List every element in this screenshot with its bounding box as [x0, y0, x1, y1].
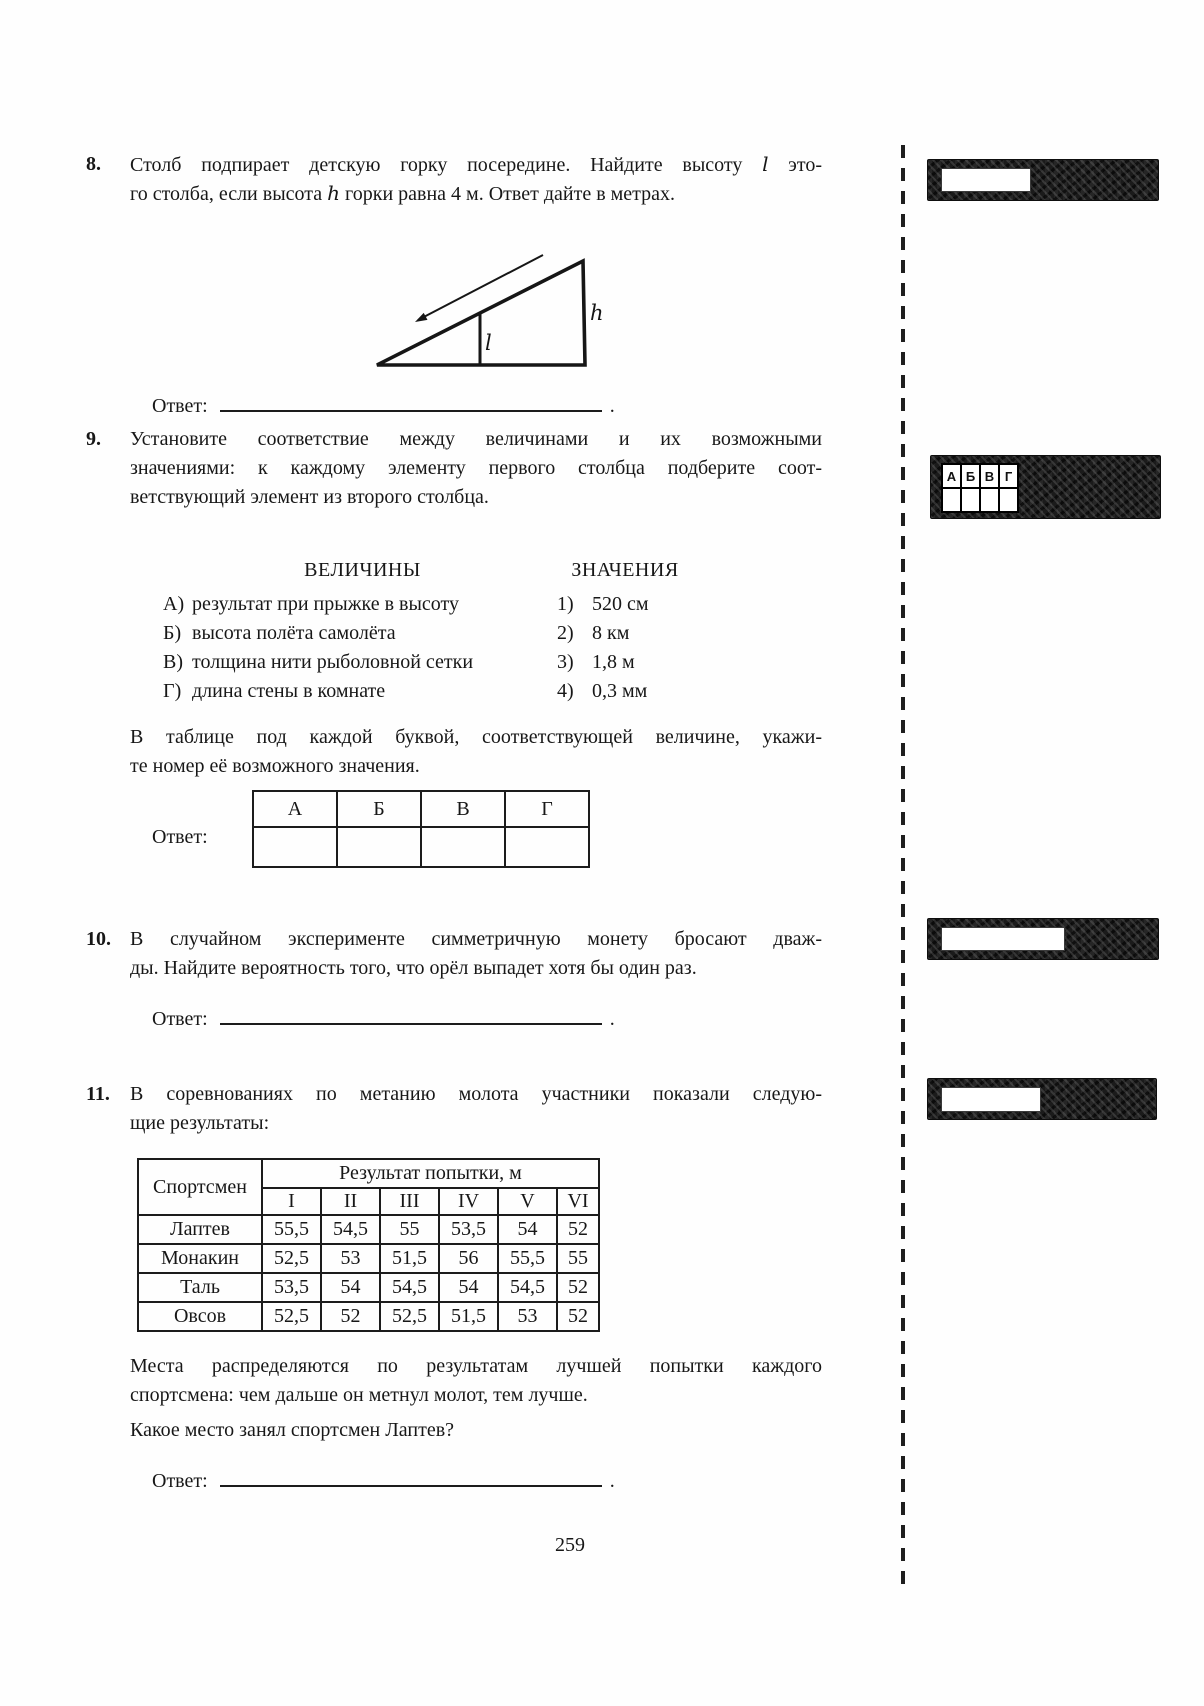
- value-number: 3): [557, 651, 574, 673]
- table-row: [253, 791, 589, 827]
- text-line: [130, 179, 822, 208]
- answer-label: Ответ:: [152, 395, 208, 417]
- problem-11-note: [130, 1352, 822, 1410]
- answer-cell: [505, 827, 589, 867]
- result-cell: 52: [321, 1302, 380, 1331]
- answer-label: Ответ:: [152, 1008, 208, 1030]
- answer-row-10: [152, 1006, 615, 1032]
- result-cell: 52,5: [380, 1302, 439, 1331]
- item-letter: В): [163, 651, 183, 673]
- problem-8-text: [130, 150, 822, 208]
- text-segment: это-: [768, 154, 822, 176]
- answer-cell: [421, 827, 505, 867]
- attempt-header: II: [321, 1188, 380, 1215]
- answer-period: .: [609, 1008, 615, 1030]
- answer-table-header: Г: [505, 791, 589, 827]
- answer-cell: [253, 827, 337, 867]
- item-text: длина стены в комнате: [192, 680, 386, 702]
- result-cell: 55,5: [262, 1215, 321, 1244]
- text-line: спортсмена: чем дальше он метнул молот, тем лучше.: [130, 1384, 588, 1406]
- match-row: [0, 648, 900, 677]
- match-row: [0, 677, 900, 706]
- mini-answer-cell: [942, 488, 961, 512]
- table-row: [138, 1159, 599, 1188]
- margin-answer-box-11: [928, 1079, 1156, 1119]
- answer-table-header: В: [421, 791, 505, 827]
- value-text: 1,8 м: [592, 651, 635, 673]
- result-cell: 52: [557, 1302, 599, 1331]
- answer-period: .: [609, 1470, 615, 1492]
- match-row: [0, 590, 900, 619]
- mini-table-header: А: [942, 464, 961, 488]
- result-cell: 54,5: [498, 1273, 557, 1302]
- text-line: Установите соответствие между величинами и их возможными: [130, 428, 822, 450]
- athlete-column-header: Спортсмен: [138, 1159, 262, 1215]
- text-line: В случайном эксперименте симметричную монету бросают дваж-: [130, 928, 822, 950]
- result-cell: 53: [321, 1244, 380, 1273]
- value-text: 8 км: [592, 622, 630, 644]
- slide-direction-arrow: [418, 255, 543, 320]
- result-cell: 55,5: [498, 1244, 557, 1273]
- problem-10-text: [130, 925, 822, 983]
- answer-cell: [337, 827, 421, 867]
- text-line: те номер её возможного значения.: [130, 755, 420, 777]
- answer-period: .: [609, 395, 615, 417]
- text-line: [130, 150, 822, 179]
- meanings-column-header: ЗНАЧЕНИЯ: [571, 559, 679, 581]
- values-column-header: ВЕЛИЧИНЫ: [304, 559, 421, 581]
- result-cell: 55: [380, 1215, 439, 1244]
- table-row: [942, 488, 1018, 512]
- text-segment: горки равна 4 м. Ответ дайте в метрах.: [340, 183, 676, 205]
- attempts-span-header: Результат попытки, м: [262, 1159, 599, 1188]
- table-row: [138, 1244, 599, 1273]
- problem-11-text: [130, 1080, 822, 1138]
- margin-answer-box-10: [928, 919, 1158, 959]
- answer-table: [252, 790, 590, 868]
- answer-blank: [220, 1468, 602, 1487]
- margin-answer-box-8: [928, 160, 1158, 200]
- result-cell: 56: [439, 1244, 498, 1273]
- result-cell: 53,5: [439, 1215, 498, 1244]
- value-text: 0,3 мм: [592, 680, 648, 702]
- problem-9-note: [130, 723, 822, 781]
- math-var-h: h: [327, 181, 341, 205]
- margin-answer-field: [941, 927, 1065, 951]
- problem-8-number: 8.: [86, 153, 101, 175]
- value-number: 1): [557, 593, 574, 615]
- item-text: толщина нити рыболовной сетки: [192, 651, 474, 673]
- item-text: результат при прыжке в высоту: [192, 593, 460, 615]
- table-row: [253, 827, 589, 867]
- result-cell: 55: [557, 1244, 599, 1273]
- margin-answer-field: [941, 1087, 1041, 1112]
- h-label: h: [590, 301, 604, 325]
- answer-table-header: А: [253, 791, 337, 827]
- result-cell: 51,5: [380, 1244, 439, 1273]
- item-letter: Б): [163, 622, 182, 644]
- result-cell: 54: [439, 1273, 498, 1302]
- problem-11-question: [130, 1416, 822, 1445]
- result-cell: 51,5: [439, 1302, 498, 1331]
- result-cell: 53,5: [262, 1273, 321, 1302]
- text-segment: го столба, если высота: [130, 183, 328, 205]
- answer-row-11: [152, 1468, 615, 1494]
- item-letter: А): [163, 593, 185, 615]
- text-line: В соревнованиях по метанию молота участники показали следую-: [130, 1083, 822, 1105]
- problem-11-number: 11.: [86, 1083, 110, 1105]
- item-text: высота полёта самолёта: [192, 622, 396, 644]
- table-row: [138, 1273, 599, 1302]
- result-cell: 54,5: [380, 1273, 439, 1302]
- text-segment: Столб подпирает детскую горку посередине. Найдите высоту: [130, 154, 763, 176]
- text-line: ды. Найдите вероятность того, что орёл выпадет хотя бы один раз.: [130, 957, 697, 979]
- athlete-name-cell: Лаптев: [138, 1215, 262, 1244]
- cut-dashed-line: [901, 145, 905, 1593]
- mini-table-header: Б: [961, 464, 980, 488]
- margin-answer-field: [941, 168, 1031, 192]
- arrow-head-icon: [415, 313, 428, 322]
- result-cell: 52,5: [262, 1302, 321, 1331]
- attempt-header: V: [498, 1188, 557, 1215]
- value-number: 4): [557, 680, 574, 702]
- attempt-header: IV: [439, 1188, 498, 1215]
- l-label: l: [485, 331, 492, 355]
- mini-answer-cell: [961, 488, 980, 512]
- math-var-l: l: [762, 152, 769, 176]
- mini-answer-cell: [999, 488, 1018, 512]
- match-row: [0, 619, 900, 648]
- table-row: [138, 1302, 599, 1331]
- result-cell: 52: [557, 1273, 599, 1302]
- page-number: 259: [555, 1534, 585, 1556]
- value-text: 520 см: [592, 593, 649, 615]
- results-table-body: [138, 1215, 599, 1331]
- text-line: значениями: к каждому элементу первого столбца подберите соот-: [130, 457, 822, 479]
- result-cell: 54,5: [321, 1215, 380, 1244]
- text-line: В таблице под каждой буквой, соответствующей величине, укажи-: [130, 726, 822, 748]
- answer-label: Ответ:: [152, 826, 208, 848]
- result-cell: 52: [557, 1215, 599, 1244]
- table-row: [138, 1215, 599, 1244]
- athlete-name-cell: Монакин: [138, 1244, 262, 1273]
- problem-9-number: 9.: [86, 428, 101, 450]
- attempt-header: III: [380, 1188, 439, 1215]
- attempt-header: VI: [557, 1188, 599, 1215]
- text-line: щие результаты:: [130, 1112, 270, 1134]
- answer-blank: [220, 393, 602, 412]
- result-cell: 54: [321, 1273, 380, 1302]
- margin-answer-box-9: [931, 456, 1160, 518]
- problem-9-text: [130, 425, 822, 512]
- answer-blank: [220, 1006, 602, 1025]
- slide-triangle-diagram: [330, 228, 610, 373]
- margin-mini-answer-table: [941, 463, 1019, 513]
- problem-10-number: 10.: [86, 928, 111, 950]
- answer-row-8: [152, 393, 615, 419]
- athlete-name-cell: Овсов: [138, 1302, 262, 1331]
- mini-table-header: В: [980, 464, 999, 488]
- result-cell: 53: [498, 1302, 557, 1331]
- attempt-header: I: [262, 1188, 321, 1215]
- text-line: Какое место занял спортсмен Лаптев?: [130, 1419, 455, 1441]
- athlete-name-cell: Таль: [138, 1273, 262, 1302]
- table-row: [942, 464, 1018, 488]
- item-letter: Г): [163, 680, 182, 702]
- answer-label: Ответ:: [152, 1470, 208, 1492]
- mini-answer-cell: [980, 488, 999, 512]
- answer-table-header: Б: [337, 791, 421, 827]
- text-line: Места распределяются по результатам лучшей попытки каждого: [130, 1355, 822, 1377]
- value-number: 2): [557, 622, 574, 644]
- result-cell: 52,5: [262, 1244, 321, 1273]
- text-line: ветствующий элемент из второго столбца.: [130, 486, 489, 508]
- result-cell: 54: [498, 1215, 557, 1244]
- mini-table-header: Г: [999, 464, 1018, 488]
- results-table: [137, 1158, 600, 1332]
